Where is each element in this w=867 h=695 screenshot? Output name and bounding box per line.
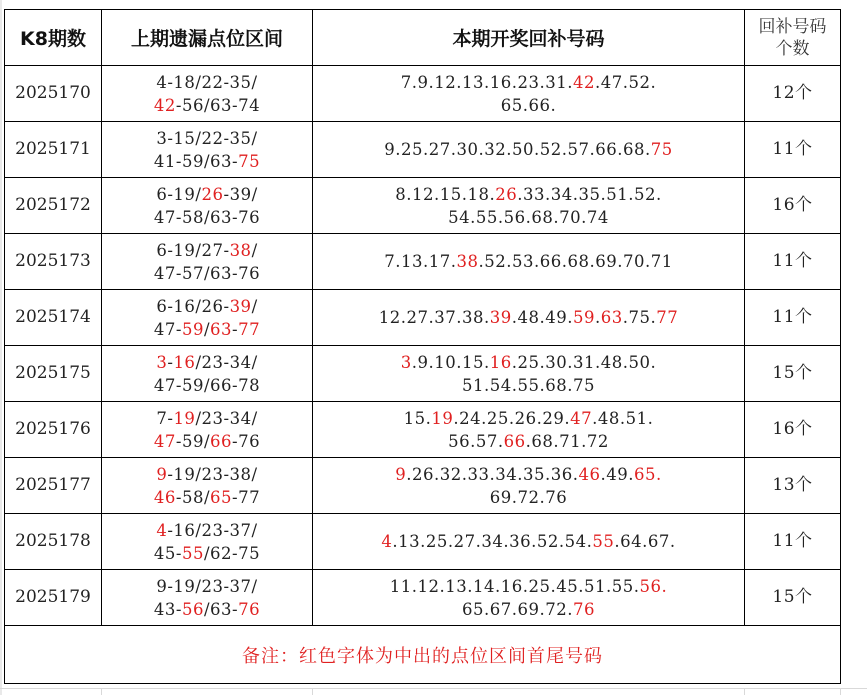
number-text: 7- [156,408,174,428]
numbers-line [313,206,744,229]
numbers-line [313,407,744,430]
numbers-line [313,598,744,621]
numbers-cell[interactable] [313,178,745,234]
number-text: .24.25.26.29. [453,408,571,428]
number-text: 65.66. [500,95,557,115]
range-line [102,239,312,262]
range-line [102,374,312,397]
highlighted-number: 26 [201,184,224,204]
count-cell[interactable]: 11个 [745,234,841,290]
number-text: 47-59/66-78 [153,375,261,395]
number-text: .47.52. [594,72,657,92]
range-line [102,183,312,206]
table-row [5,402,841,458]
numbers-line [313,94,744,117]
count-cell[interactable]: 16个 [745,402,841,458]
highlighted-number: 3 [156,352,168,372]
number-text: .48.51. [592,408,654,428]
range-cell[interactable] [102,290,313,346]
highlighted-number: 9 [395,464,407,484]
next-row-gridline [0,688,867,689]
highlighted-number: 46 [578,464,601,484]
col-gridline [840,688,841,695]
highlighted-number: 39 [489,308,512,327]
number-text: .49. [600,464,634,484]
issue-cell[interactable]: 2025173 [5,234,102,290]
highlighted-number: 38 [456,252,479,271]
table-row [5,514,841,570]
highlighted-number: 59 [181,319,204,339]
numbers-cell[interactable] [313,346,745,402]
count-cell[interactable]: 11个 [745,514,841,570]
range-cell[interactable] [102,570,313,626]
header-range[interactable]: 上期遗漏点位区间 [102,10,313,66]
table-row [5,66,841,122]
number-text: 3-15/22-35/ [156,128,258,148]
numbers-cell[interactable] [313,458,745,514]
count-cell[interactable]: 15个 [745,570,841,626]
number-text: 6-19/ [156,184,202,204]
number-text: 11.12.13.14.16.25.45.51.55. [389,576,640,596]
number-text: 7.13.17. [384,252,457,271]
range-cell[interactable] [102,66,313,122]
highlighted-number: 9 [156,464,168,484]
table-row [5,570,841,626]
range-line [102,463,312,486]
number-text: -16/23-37/ [167,520,258,540]
count-cell[interactable]: 11个 [745,290,841,346]
numbers-cell[interactable] [313,514,745,570]
number-text: 54.55.56.68.70.74 [448,207,609,227]
number-text: . [594,308,601,327]
highlighted-number: 42 [572,72,595,92]
issue-cell[interactable]: 2025177 [5,458,102,514]
range-cell[interactable] [102,234,313,290]
number-text: .13.25.27.34.36.52.54. [392,532,593,551]
number-text: 6-16/26- [156,296,230,316]
number-text: /63- [203,599,239,619]
header-count-label: 回补号码 个数 [758,16,827,59]
lottery-table [4,9,841,684]
number-text: 51.54.55.68.75 [462,375,595,395]
sheet-left-edge [0,0,2,695]
highlighted-number: 4 [156,520,168,540]
number-text: -76 [232,431,261,451]
numbers-cell[interactable] [313,234,745,290]
table-row [5,458,841,514]
highlighted-number: 38 [229,240,252,260]
number-text: -39/ [223,184,258,204]
range-line [102,150,312,173]
range-line [102,598,312,621]
count-cell[interactable]: 15个 [745,346,841,402]
issue-cell[interactable]: 2025172 [5,178,102,234]
range-line [102,486,312,509]
range-line [102,430,312,453]
table-body [5,66,841,626]
range-cell[interactable] [102,402,313,458]
number-text: 12.27.37.38. [378,308,490,327]
highlighted-number: 4 [381,532,393,551]
numbers-cell[interactable] [313,570,745,626]
numbers-line [313,138,744,161]
range-cell[interactable] [102,514,313,570]
range-line [102,94,312,117]
number-text: .26.32.33.34.35.36. [406,464,579,484]
number-text: -19/23-38/ [167,464,258,484]
col-gridline [101,688,102,695]
number-text: /62-75 [203,543,261,563]
number-text: - [232,319,239,339]
number-text: 43- [153,599,182,619]
highlighted-number: 65 [210,487,233,507]
range-line [102,519,312,542]
highlighted-number: 65. [633,464,662,484]
number-text: .64.67. [614,532,676,551]
highlighted-number: 77 [656,308,679,327]
highlighted-number: 26 [495,184,518,204]
note-text: 备注：红色字体为中出的点位区间首尾号码 [242,645,603,667]
number-text: - [167,352,174,372]
number-text: .25.30.31.48.50. [511,352,657,372]
table-row [5,290,841,346]
highlighted-number: 56. [639,576,668,596]
issue-cell[interactable]: 2025178 [5,514,102,570]
number-text: / [251,296,258,316]
highlighted-number: 66 [210,431,233,451]
number-text: 56.57. [448,431,504,451]
highlighted-number: 75 [650,140,673,159]
highlighted-number: 59 [572,308,595,327]
count-cell[interactable]: 16个 [745,178,841,234]
number-text: 9.25.27.30.32.50.52.57.66.68. [384,140,651,159]
number-text: /23-34/ [195,408,258,428]
range-cell[interactable] [102,178,313,234]
highlighted-number: 3 [400,352,412,372]
numbers-line [313,250,744,273]
highlighted-number: 76 [572,599,595,619]
range-cell[interactable] [102,122,313,178]
number-text: 47-58/63-76 [153,207,261,227]
number-text: .9.10.15. [411,352,490,372]
header-numbers[interactable]: 本期开奖回补号码 [313,10,745,66]
numbers-cell[interactable] [313,290,745,346]
highlighted-number: 16 [489,352,512,372]
table-row [5,234,841,290]
numbers-line [313,430,744,453]
range-line [102,542,312,565]
number-text: 47-57/63-76 [153,263,261,283]
highlighted-number: 16 [173,352,196,372]
table-row [5,178,841,234]
number-text: 7.9.12.13.16.23.31. [400,72,573,92]
number-text: .48.49. [511,308,573,327]
col-gridline [312,688,313,695]
range-cell[interactable] [102,458,313,514]
highlighted-number: 76 [238,599,261,619]
header-issue[interactable]: K8期数 [5,10,102,66]
highlighted-number: 46 [153,487,176,507]
highlighted-number: 19 [173,408,196,428]
numbers-line [313,530,744,553]
number-text: 45- [153,543,182,563]
range-line [102,71,312,94]
highlighted-number: 56 [181,599,204,619]
table-row [5,346,841,402]
number-text: 69.72.76 [489,487,568,507]
number-text: -56/63-74 [175,95,261,115]
numbers-line [313,183,744,206]
range-line [102,295,312,318]
highlighted-number: 63 [210,319,233,339]
highlighted-number: 19 [431,408,454,428]
number-text: .33.34.35.51.52. [517,184,662,204]
issue-cell[interactable]: 2025171 [5,122,102,178]
range-line [102,407,312,430]
note-cell[interactable] [5,626,841,684]
numbers-line [313,575,744,598]
highlighted-number: 77 [238,319,261,339]
header-count[interactable] [745,10,841,66]
count-cell[interactable]: 11个 [745,122,841,178]
range-cell[interactable] [102,346,313,402]
issue-cell[interactable]: 2025175 [5,346,102,402]
issue-cell[interactable]: 2025176 [5,402,102,458]
numbers-line [313,351,744,374]
number-text: .75. [622,308,657,327]
col-gridline [744,688,745,695]
range-line [102,127,312,150]
numbers-cell[interactable] [313,122,745,178]
number-text: 6-19/27- [156,240,230,260]
highlighted-number: 42 [153,95,176,115]
range-line [102,318,312,341]
count-cell[interactable]: 13个 [745,458,841,514]
number-text: 41-59/63- [153,151,239,171]
number-text: / [203,319,211,339]
number-text: 15. [403,408,432,428]
number-text: -59/ [175,431,211,451]
number-text: 8.12.15.18. [395,184,496,204]
range-line [102,575,312,598]
highlighted-number: 55 [181,543,204,563]
issue-cell[interactable]: 2025170 [5,66,102,122]
range-line [102,351,312,374]
count-cell[interactable]: 12个 [745,66,841,122]
numbers-line [313,486,744,509]
note-row [5,626,841,684]
highlighted-number: 47 [570,408,593,428]
number-text: -77 [232,487,261,507]
number-text: 4-18/22-35/ [156,72,258,92]
issue-cell[interactable]: 2025174 [5,290,102,346]
highlighted-number: 75 [238,151,261,171]
range-line [102,206,312,229]
highlighted-number: 63 [600,308,623,327]
number-text: / [251,240,258,260]
number-text: -58/ [175,487,211,507]
numbers-cell[interactable] [313,402,745,458]
number-text: 9-19/23-37/ [156,576,258,596]
numbers-cell[interactable] [313,66,745,122]
highlighted-number: 47 [153,431,176,451]
highlighted-number: 66 [503,431,526,451]
numbers-line [313,374,744,397]
number-text: 47- [153,319,182,339]
numbers-line [313,71,744,94]
number-text: .68.71.72 [525,431,609,451]
numbers-line [313,306,744,329]
highlighted-number: 39 [229,296,252,316]
highlighted-number: 55 [592,532,615,551]
range-line [102,262,312,285]
issue-cell[interactable]: 2025179 [5,570,102,626]
number-text: /23-34/ [195,352,258,372]
table-row [5,122,841,178]
numbers-line [313,463,744,486]
header-row [5,10,841,66]
number-text: 65.67.69.72. [462,599,573,619]
number-text: .52.53.66.68.69.70.71 [478,252,673,271]
